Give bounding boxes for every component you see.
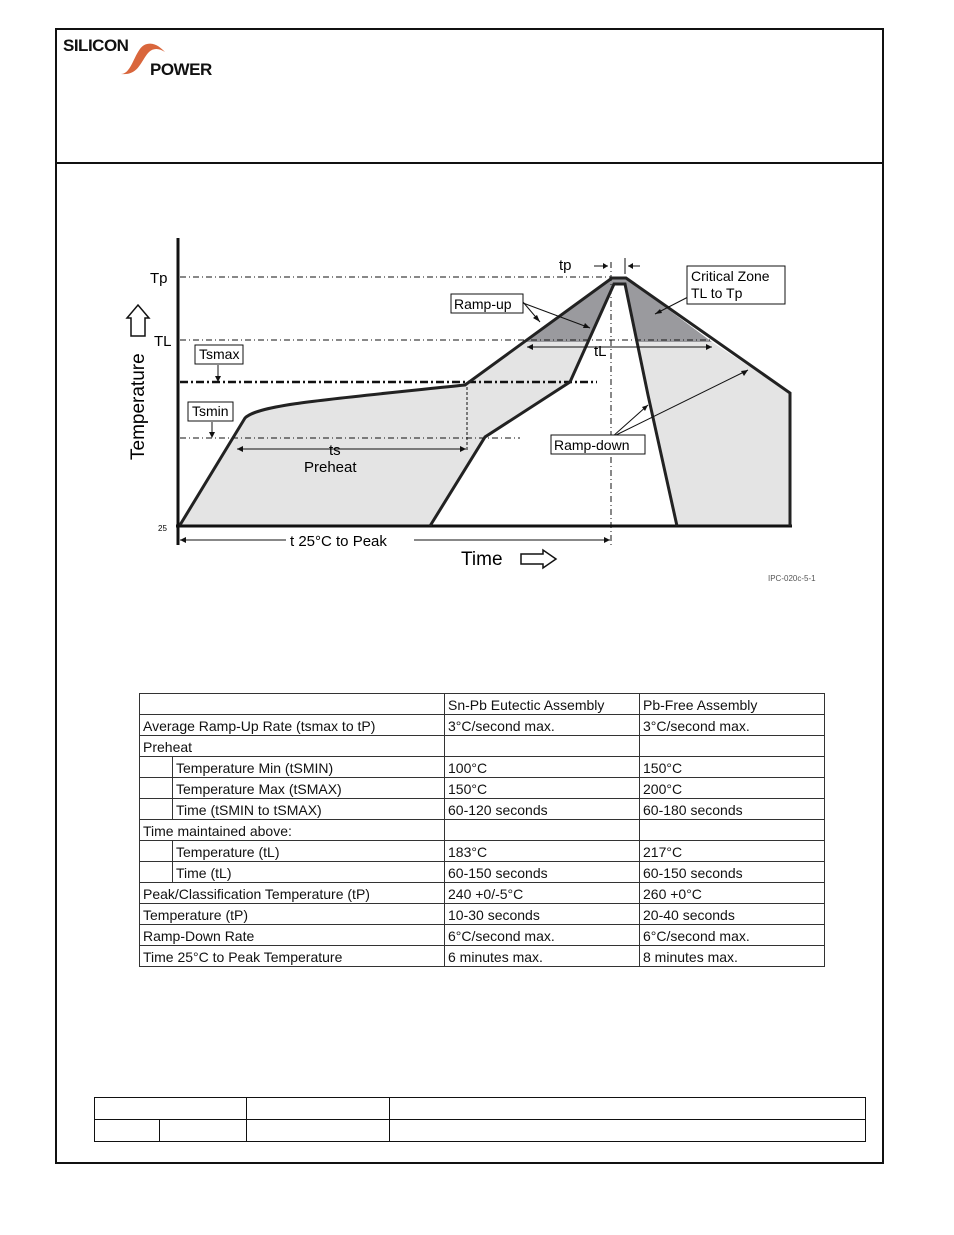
footer-revision-table: [94, 1097, 866, 1142]
header-divider: [55, 162, 884, 164]
pbfree-value-cell: 3°C/second max.: [640, 715, 825, 736]
reflow-profile-chart: [120, 230, 820, 590]
critical-zone-label-1: Critical Zone: [691, 268, 770, 284]
parameter-cell: Temperature Max (tSMAX): [173, 778, 445, 799]
parameter-cell: Average Ramp-Up Rate (tsmax to tP): [140, 715, 445, 736]
table-row: [140, 736, 825, 757]
snpb-value-cell: [445, 820, 640, 841]
snpb-value-cell: 6°C/second max.: [445, 925, 640, 946]
footer-cell: [390, 1098, 866, 1120]
snpb-value-cell: [445, 736, 640, 757]
pbfree-value-cell: 217°C: [640, 841, 825, 862]
table-row: [140, 862, 825, 883]
parameter-cell: Temperature Min (tSMIN): [173, 757, 445, 778]
table-row: [140, 820, 825, 841]
pbfree-value-cell: [640, 736, 825, 757]
footer-cell: [160, 1120, 247, 1142]
snpb-value-cell: 10-30 seconds: [445, 904, 640, 925]
pbfree-value-cell: 20-40 seconds: [640, 904, 825, 925]
y-marker-25: 25: [158, 524, 167, 533]
footer-cell: [95, 1120, 160, 1142]
table-row: [140, 925, 825, 946]
ramp-down-label: Ramp-down: [554, 437, 630, 453]
page-frame: [55, 28, 884, 1164]
table-row: [140, 715, 825, 736]
table-row: [140, 841, 825, 862]
x-axis-title: Time: [461, 549, 503, 570]
snpb-value-cell: 150°C: [445, 778, 640, 799]
preheat-label: Preheat: [304, 459, 357, 476]
indent-cell: [140, 778, 173, 799]
y-marker-tp: Tp: [150, 270, 168, 287]
parameter-cell: Preheat: [140, 736, 445, 757]
table-row: [140, 904, 825, 925]
footer-cell: [95, 1098, 247, 1120]
header-cell-parameter: [140, 694, 445, 715]
parameter-cell: Temperature (tP): [140, 904, 445, 925]
indent-cell: [140, 841, 173, 862]
table-header-row: [140, 694, 825, 715]
parameter-cell: Time 25°C to Peak Temperature: [140, 946, 445, 967]
tsmax-label: Tsmax: [199, 346, 240, 362]
company-logo: [63, 34, 233, 84]
ramp-up-label: Ramp-up: [454, 296, 512, 312]
parameter-cell: Peak/Classification Temperature (tP): [140, 883, 445, 904]
header-cell-pbfree: Pb-Free Assembly: [640, 694, 825, 715]
parameter-cell: Time (tSMIN to tSMAX): [173, 799, 445, 820]
tp-label: tp: [559, 257, 572, 274]
critical-zone-label-2: TL to Tp: [691, 285, 743, 301]
snpb-value-cell: 240 +0/-5°C: [445, 883, 640, 904]
footer-cell: [247, 1098, 390, 1120]
table-row: [140, 778, 825, 799]
table-row: [140, 946, 825, 967]
table-row: [140, 757, 825, 778]
pbfree-value-cell: 6°C/second max.: [640, 925, 825, 946]
parameter-cell: Time (tL): [173, 862, 445, 883]
indent-cell: [140, 862, 173, 883]
reflow-spec-table: [139, 693, 825, 967]
pbfree-value-cell: 200°C: [640, 778, 825, 799]
pbfree-value-cell: 150°C: [640, 757, 825, 778]
pbfree-value-cell: 60-150 seconds: [640, 862, 825, 883]
logo-word-power: POWER: [150, 60, 212, 79]
parameter-cell: Temperature (tL): [173, 841, 445, 862]
indent-cell: [140, 799, 173, 820]
snpb-value-cell: 60-150 seconds: [445, 862, 640, 883]
tsmin-label: Tsmin: [192, 403, 229, 419]
footer-cell: [390, 1120, 866, 1142]
logo-word-silicon: SILICON: [63, 36, 129, 55]
snpb-value-cell: 60-120 seconds: [445, 799, 640, 820]
parameter-cell: Time maintained above:: [140, 820, 445, 841]
ts-span-label: ts: [329, 442, 341, 459]
pbfree-value-cell: [640, 820, 825, 841]
snpb-value-cell: 6 minutes max.: [445, 946, 640, 967]
header-cell-snpb: Sn-Pb Eutectic Assembly: [445, 694, 640, 715]
pbfree-value-cell: 260 +0°C: [640, 883, 825, 904]
table-row: [140, 883, 825, 904]
snpb-value-cell: 100°C: [445, 757, 640, 778]
t25-span-label: t 25°C to Peak: [290, 533, 387, 550]
pbfree-value-cell: 8 minutes max.: [640, 946, 825, 967]
y-marker-tl: TL: [154, 333, 172, 350]
tl-span-label: tL: [594, 343, 607, 360]
parameter-cell: Ramp-Down Rate: [140, 925, 445, 946]
y-axis-arrow-icon: [127, 305, 149, 336]
table-row: [140, 799, 825, 820]
figure-id-label: IPC-020c-5-1: [768, 574, 816, 583]
snpb-value-cell: 3°C/second max.: [445, 715, 640, 736]
pbfree-value-cell: 60-180 seconds: [640, 799, 825, 820]
x-axis-arrow-icon: [521, 550, 556, 568]
snpb-value-cell: 183°C: [445, 841, 640, 862]
y-axis-title: Temperature: [128, 353, 149, 460]
footer-cell: [247, 1120, 390, 1142]
indent-cell: [140, 757, 173, 778]
